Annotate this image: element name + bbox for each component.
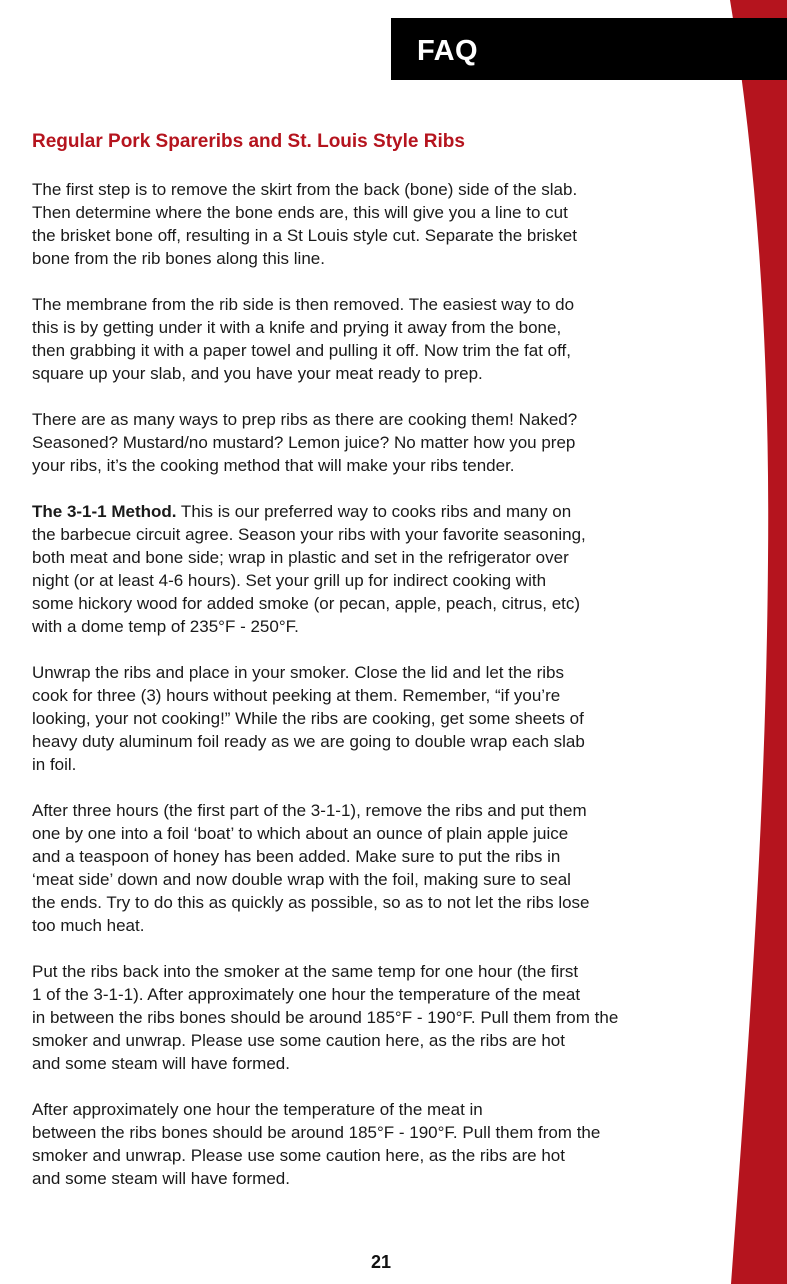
text-line: The first step is to remove the skirt from the back (bone) side of the slab. <box>32 180 578 199</box>
text-line: then grabbing it with a paper towel and pulling it off. Now trim the fat off, <box>32 341 571 360</box>
text-line: one by one into a foil ‘boat’ to which about an ounce of plain apple juice <box>32 824 569 843</box>
text-line: After three hours (the first part of the 3-1-1), remove the ribs and put them <box>32 801 587 820</box>
text-line: with a dome temp of 235°F - 250°F. <box>32 617 299 636</box>
header-bar <box>391 18 787 80</box>
text-line: bone from the rib bones along this line. <box>32 249 325 268</box>
text-line: Unwrap the ribs and place in your smoker. Close the lid and let the ribs <box>32 663 564 682</box>
text-line: ‘meat side’ down and now double wrap with the foil, making sure to seal <box>32 870 571 889</box>
text-line: There are as many ways to prep ribs as there are cooking them! Naked? <box>32 410 578 429</box>
paragraph-unwrap-smoke <box>32 661 732 776</box>
faq-content <box>32 128 732 1190</box>
paragraph-skirt-removal <box>32 178 732 270</box>
text-line: smoker and unwrap. Please use some caution here, as the ribs are hot <box>32 1146 565 1165</box>
text-line: Put the ribs back into the smoker at the same temp for one hour (the first <box>32 962 579 981</box>
paragraph-311-method <box>32 500 732 638</box>
text-line: Then determine where the bone ends are, this will give you a line to cut <box>32 203 568 222</box>
text-line: cook for three (3) hours without peeking at them. Remember, “if you’re <box>32 686 561 705</box>
text-line: in between the ribs bones should be around 185°F - 190°F. Pull them from the <box>32 1008 619 1027</box>
paragraph-final-temp <box>32 1098 732 1190</box>
text-line: between the ribs bones should be around 185°F - 190°F. Pull them from the <box>32 1123 601 1142</box>
text-line: in foil. <box>32 755 77 774</box>
text-line: some hickory wood for added smoke (or pecan, apple, peach, citrus, etc) <box>32 594 581 613</box>
page-title: FAQ <box>417 35 479 67</box>
text-line: the ends. Try to do this as quickly as possible, so as to not let the ribs lose <box>32 893 590 912</box>
text-line: and a teaspoon of honey has been added. Make sure to put the ribs in <box>32 847 561 866</box>
text-line: looking, your not cooking!” While the ribs are cooking, get some sheets of <box>32 709 584 728</box>
text-line: the brisket bone off, resulting in a St Louis style cut. Separate the brisket <box>32 226 577 245</box>
text-line: too much heat. <box>32 916 145 935</box>
text-line: 1 of the 3-1-1). After approximately one hour the temperature of the meat <box>32 985 581 1004</box>
paragraph-foil-boat <box>32 799 732 937</box>
text-line: both meat and bone side; wrap in plastic and set in the refrigerator over <box>32 548 569 567</box>
paragraph-back-to-smoker <box>32 960 732 1075</box>
paragraph-membrane <box>32 293 732 385</box>
method-lead: The 3-1-1 Method. <box>32 502 177 521</box>
text-line: square up your slab, and you have your meat ready to prep. <box>32 364 483 383</box>
text-line: Seasoned? Mustard/no mustard? Lemon juice? No matter how you prep <box>32 433 576 452</box>
text-line: The membrane from the rib side is then removed. The easiest way to do <box>32 295 575 314</box>
text-line: After approximately one hour the temperature of the meat in <box>32 1100 483 1119</box>
text-line: this is by getting under it with a knife and prying it away from the bone, <box>32 318 562 337</box>
text-line: heavy duty aluminum foil ready as we are going to double wrap each slab <box>32 732 585 751</box>
paragraph-prep-ways <box>32 408 732 477</box>
text-line: the barbecue circuit agree. Season your ribs with your favorite seasoning, <box>32 525 586 544</box>
text-line: smoker and unwrap. Please use some caution here, as the ribs are hot <box>32 1031 565 1050</box>
page-number: 21 <box>371 1252 392 1272</box>
text-line <box>32 500 732 523</box>
text-line: night (or at least 4-6 hours). Set your grill up for indirect cooking with <box>32 571 547 590</box>
method-lead-rest: This is our preferred way to cooks ribs and many on <box>176 502 572 521</box>
text-line: and some steam will have formed. <box>32 1169 290 1188</box>
section-title: Regular Pork Spareribs and St. Louis Style Ribs <box>32 131 465 152</box>
text-line: and some steam will have formed. <box>32 1054 290 1073</box>
text-line: your ribs, it’s the cooking method that will make your ribs tender. <box>32 456 515 475</box>
